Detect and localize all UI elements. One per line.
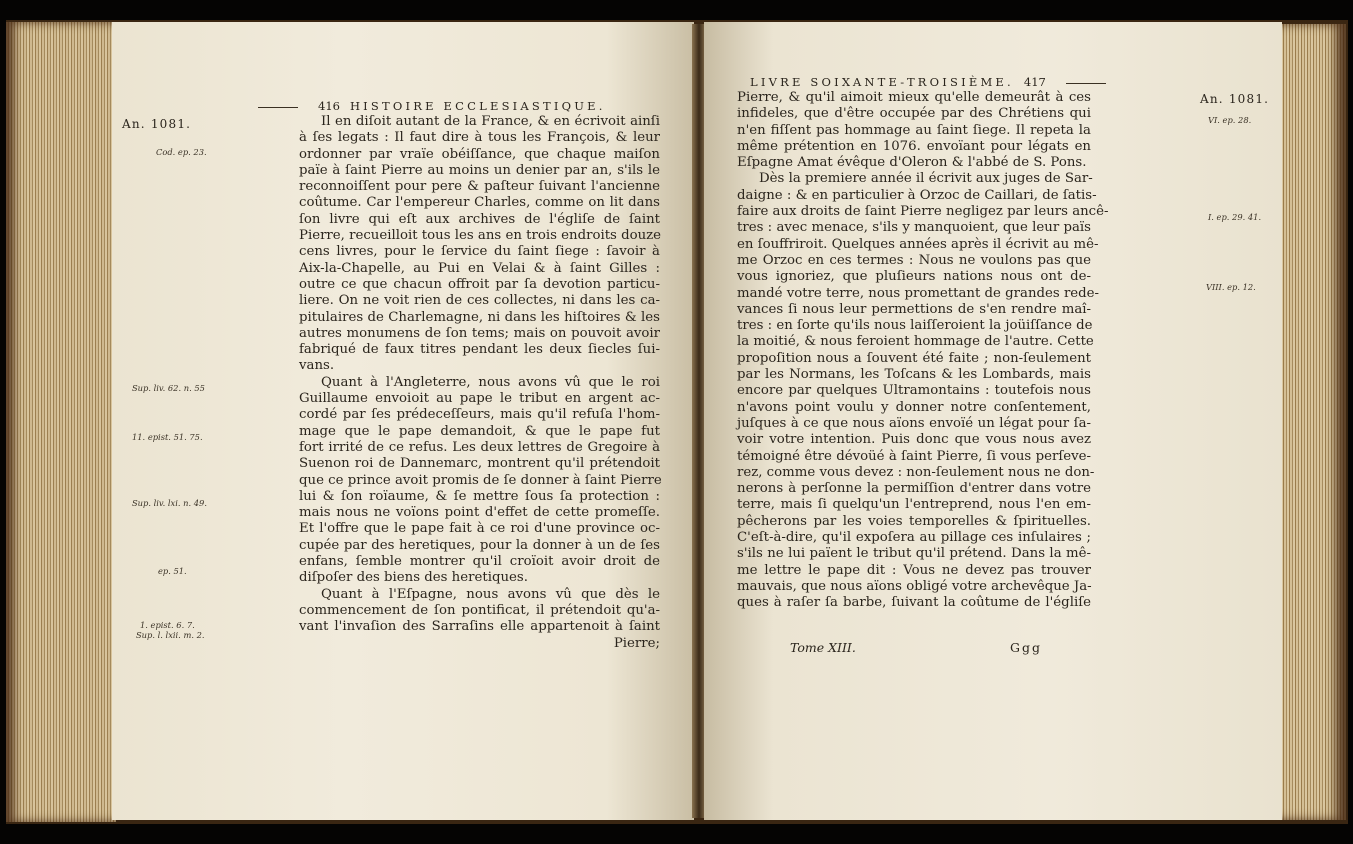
text-line: cupée par des heretiques, pour la donner à un de ſes — [299, 537, 660, 553]
signature-mark: Ggg — [1010, 640, 1042, 655]
text-line: reconnoiſſent pour pere & paſteur ſuivant l'ancienne — [299, 179, 660, 195]
left-margin-note: ep. 51. — [158, 566, 187, 576]
text-line: cordé par ſes prédeceſſeurs, mais qu'il refuſa l'hom- — [299, 407, 660, 423]
text-line: lui & ſon roïaume, & ſe mettre ſous ſa protection : — [299, 488, 660, 504]
right-year: An. 1081. — [1200, 92, 1270, 106]
text-line: autres monumens de ſon tems; mais on pouvoit avoir — [299, 325, 660, 341]
text-line: n'en fiſſent pas hommage au ſaint ſiege. Il repeta la — [737, 122, 1091, 138]
text-line: Et l'offre que le pape fait à ce roi d'une province oc- — [299, 521, 660, 537]
text-line: voir votre intention. Puis donc que vous nous avez — [737, 432, 1091, 448]
text-line: liere. On ne voit rien de ces collectes, ni dans les ca- — [299, 293, 660, 309]
text-line: Quant à l'Angleterre, nous avons vû que le roi — [321, 374, 660, 390]
text-line: Guillaume envoioit au pape le tribut en argent ac- — [299, 391, 660, 407]
text-line: me lettre le pape dit : Vous ne devez pas trouver — [737, 562, 1091, 578]
right-page-number: 417 — [1023, 75, 1046, 89]
text-line: terre, mais ſi quelqu'un l'entreprend, nous l'en em- — [737, 497, 1091, 513]
text-line: que ce prince avoit promis de ſe donner à ſaint Pierre — [299, 472, 662, 488]
text-line: la moitié, & nous feroient hommage de l'autre. Cette — [737, 334, 1094, 350]
text-line: C'eſt-à-dire, qu'il expoſera au pillage ces inſulaires ; — [737, 530, 1091, 546]
right-body-text — [737, 90, 1109, 612]
text-line: fort irrité de ce refus. Les deux lettres de Gregoire à — [299, 439, 660, 455]
text-line: témoigné être dévoüé à ſaint Pierre, ſi vous perſeve- — [737, 448, 1091, 464]
header-rule — [1066, 83, 1106, 84]
text-line: Pierre, recueilloit tous les ans en trois endroits douze — [299, 228, 662, 244]
text-line: par les Normans, les Toſcans & les Lombards, mais — [737, 367, 1091, 383]
left-margin-note: Sup. l. lxii. m. 2. — [136, 630, 205, 640]
text-line: tres : avec menace, s'ils y manquoient, que leur païs — [737, 220, 1091, 236]
text-line: encore par quelques Ultramontains : toutefois nous — [737, 383, 1091, 399]
text-line: rez, comme vous devez : non-ſeulement nous ne don- — [737, 464, 1095, 480]
text-line: coûtume. Car l'empereur Charles, comme on lit dans — [299, 195, 660, 211]
text-line: à ſes legats : Il faut dire à tous les François, & leur — [299, 130, 660, 146]
right-margin-note: VI. ep. 28. — [1208, 115, 1252, 125]
text-line: mandé votre terre, nous promettant de grandes rede- — [737, 285, 1100, 301]
text-line: Suenon roi de Dannemarc, montrent qu'il prétendoit — [299, 456, 660, 472]
text-line: propoſition nous a ſouvent été faite ; non-ſeulement — [737, 350, 1091, 366]
left-margin-note: 11. epist. 51. 75. — [132, 432, 203, 442]
left-margin-note: Cod. ep. 23. — [156, 147, 207, 157]
text-line: outre ce que chacun offroit par ſa devotion particu- — [299, 276, 660, 292]
text-line: mais nous ne voïons point d'effet de cette promeſſe. — [299, 505, 660, 521]
text-line: Il en diſoit autant de la France, & en écrivoit ainſi — [321, 114, 660, 129]
left-margin-note: Sup. liv. 62. n. 55 — [132, 383, 205, 393]
right-margin-note: I. ep. 29. 41. — [1208, 212, 1262, 222]
left-margin-note: 1. epist. 6. 7. — [140, 620, 195, 630]
text-line: pitulaires de Charlemagne, ni dans les hiſtoires & les — [299, 309, 660, 325]
text-line: faire aux droits de ſaint Pierre negligez par leurs ancê- — [737, 204, 1109, 220]
text-line: juſques à ce que nous aïons envoïé un légat pour ſa- — [737, 415, 1091, 431]
text-line: vances ſi nous leur permettions de s'en rendre maî- — [737, 301, 1091, 317]
text-line: en ſouffriroit. Quelques années après il écrivit au mê- — [737, 236, 1099, 252]
left-running-head — [258, 99, 606, 113]
text-line: n'avons point voulu y donner notre conſentement, — [737, 399, 1091, 415]
text-line: Aix-la-Chapelle, au Pui en Velai & à ſaint Gilles : — [299, 260, 660, 276]
text-line: cens livres, pour le ſervice du ſaint ſiege : ſavoir à — [299, 244, 660, 260]
text-line: Dès la premiere année il écrivit aux juges de Sar- — [759, 171, 1093, 187]
text-line: vous ignoriez, que pluſieurs nations nous ont de- — [737, 269, 1091, 285]
text-line: s'ils ne lui païent le tribut qu'il prétend. Dans la mê- — [737, 546, 1091, 562]
header-rule — [258, 107, 298, 108]
text-line: me Orzoc en ces termes : Nous ne voulons pas que — [737, 252, 1091, 268]
text-line: païe à ſaint Pierre au moins un denier par an, s'ils le — [299, 162, 660, 178]
text-line: vans. — [299, 358, 335, 374]
text-line: nerons à perſonne la permiſſion d'entrer dans votre — [737, 481, 1091, 497]
text-line: mage que le pape demandoit, & que le pape fut — [299, 423, 660, 439]
right-margin-note: VIII. ep. 12. — [1206, 282, 1256, 292]
text-line: ſon livre qui eſt aux archives de l'égliſe de ſaint — [299, 211, 660, 227]
text-line: daigne : & en particulier à Orzoc de Caillari, de ſatis- — [737, 187, 1097, 203]
left-page-number: 416 — [318, 99, 340, 113]
right-running-title: LIVRE SOIXANTE-TROISIÈME. — [750, 75, 1014, 89]
text-line: Pierre, & qu'il aimoit mieux qu'elle demeurât à ces — [737, 90, 1091, 105]
text-line: diſpoſer des biens des heretiques. — [299, 570, 528, 586]
text-line: commencement de ſon pontificat, il prétendoit qu'a- — [299, 602, 660, 618]
text-line: vant l'invaſion des Sarraſins elle appartenoit à ſaint — [299, 619, 660, 635]
page-edges-right — [1278, 24, 1346, 820]
left-body-text — [299, 114, 660, 652]
text-line: ques à raſer ſa barbe, ſuivant la coûtume de l'égliſe — [737, 595, 1091, 611]
text-line: fabriqué de faux titres pendant les deux ſiecles ſui- — [299, 342, 660, 358]
text-line: pêcherons par les voies temporelles & ſpirituelles. — [737, 513, 1091, 529]
text-line: Pierre; — [613, 635, 660, 651]
text-line: tres : en ſorte qu'ils nous laiſſeroient la joüiſſance de — [737, 318, 1093, 334]
page-edges-left — [6, 22, 116, 822]
text-line: Eſpagne Amat évêque d'Oleron & l'abbé de S. Pons. — [737, 155, 1087, 171]
right-running-head — [750, 75, 1106, 89]
text-line: enfans, ſemble montrer qu'il croïoit avoir droit de — [299, 554, 660, 570]
volume-footer: Tome XIII. — [790, 640, 856, 655]
left-margin-note: Sup. liv. lxi. n. 49. — [132, 498, 207, 508]
text-line: mauvais, que nous aïons obligé votre archevêque Ja- — [737, 578, 1092, 594]
left-year: An. 1081. — [122, 117, 192, 131]
text-line: Quant à l'Eſpagne, nous avons vû que dès le — [321, 586, 660, 602]
left-running-title: HISTOIRE ECCLESIASTIQUE. — [349, 99, 606, 113]
text-line: infideles, que d'être occupée par des Chrétiens qui — [737, 106, 1091, 122]
text-line: ordonner par vraïe obéiſſance, que chaque maiſon — [299, 146, 660, 162]
text-line: même prétention en 1076. envoïant pour légats en — [737, 138, 1091, 154]
